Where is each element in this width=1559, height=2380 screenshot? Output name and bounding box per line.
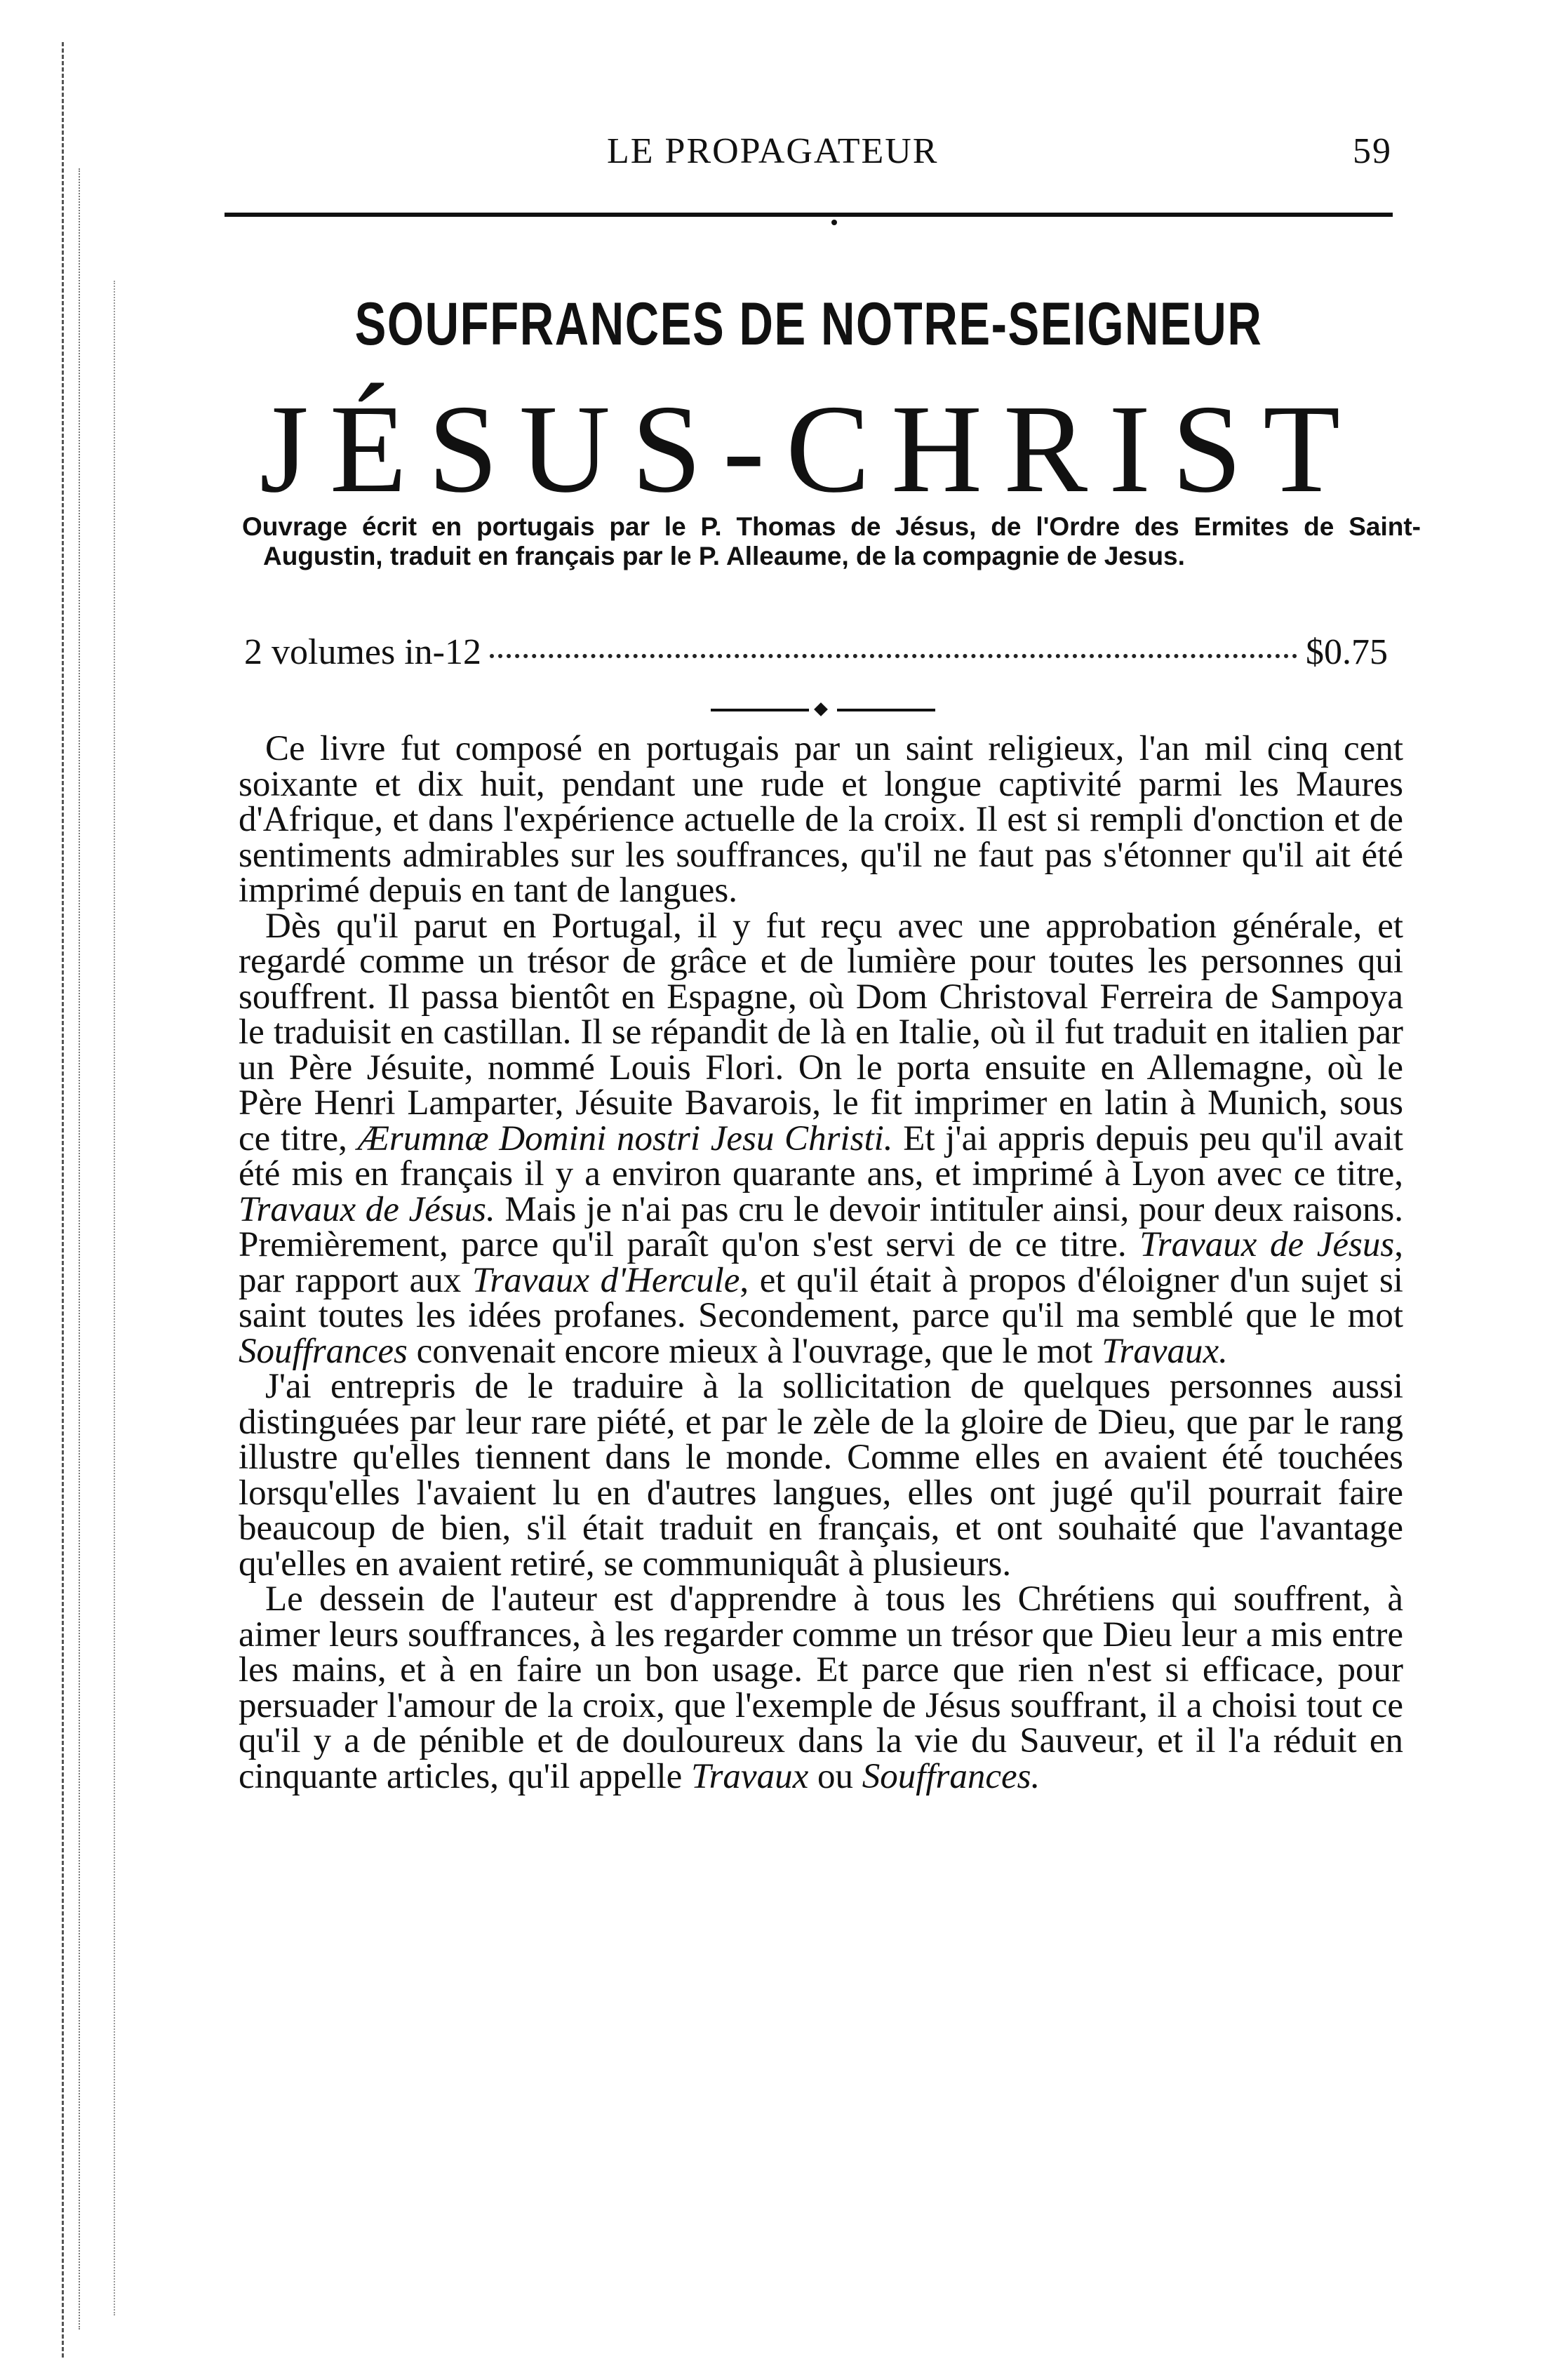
dot-leader xyxy=(490,654,1297,658)
italic-title-text: Travaux de Jésus xyxy=(1139,1225,1395,1264)
paragraph-text: ou xyxy=(808,1756,862,1796)
work-title-line-1: SOUFFRANCES DE NOTRE-SEIGNEUR xyxy=(354,290,1263,358)
edition-price: $0.75 xyxy=(1306,632,1388,672)
body-text xyxy=(239,731,1403,1794)
paragraph-text: , par rapport aux xyxy=(239,1225,1403,1300)
margin-scan-mark xyxy=(62,42,64,2358)
edition-format: 2 volumes in-12 xyxy=(244,632,481,672)
author-translator-credit: Ouvrage écrit en portugais par le P. Thomas de Jésus, de l'Ordre des Ermites de Saint-Augustin, traduit en français par le P. Alleaume, de la compagnie de Jesus. xyxy=(242,512,1421,570)
paragraph-text: convenait encore mieux à l'ouvrage, que le mot xyxy=(407,1331,1102,1371)
paragraph-text: Dès qu'il parut en Portugal, il y fut reçu avec une approbation générale, et regardé comme un trésor de grâce et de lumière pour toutes les personnes qui souffrent. Il passa bientôt en Espagne, où Dom Christoval Ferreira de Sampoya le traduisit en castillan. Il se répandit de là en Italie, où il fut traduit en italien par un Père Jésuite, nommé Louis Flori. On le porta ensuite en Allemagne, où le Père Henri Lamparter, Jésuite Bavarois, le fit imprimer en latin à Munich, sous ce titre, xyxy=(239,906,1403,1158)
paragraph-text: Mais je n'ai pas cru le devoir intituler ainsi, pour deux raisons. Premièrement, parce qu'il paraît qu'on s'est servi de ce titre. xyxy=(239,1189,1403,1264)
ornament-line xyxy=(837,709,935,711)
paragraph-text: , et qu'il était à propos d'éloigner d'un sujet si saint toutes les idées profanes. Secondement, parce qu'il ma semblé que le mot xyxy=(239,1260,1403,1335)
italic-title-text: Souffrances xyxy=(239,1331,408,1371)
ornament-diamond xyxy=(814,702,828,716)
italic-title-text: Travaux. xyxy=(1101,1331,1228,1371)
italic-title-text: Travaux xyxy=(691,1756,809,1796)
rule-dot xyxy=(831,220,837,225)
italic-title-text: Souffrances. xyxy=(862,1756,1041,1796)
body-paragraph xyxy=(239,731,1403,909)
ornament-line xyxy=(711,709,809,711)
italic-title-text: Ærumnæ Domini nostri Jesu Christi. xyxy=(357,1118,893,1158)
page-number: 59 xyxy=(1353,131,1392,171)
italic-title-text: Travaux d'Hercule xyxy=(471,1260,740,1300)
header-rule xyxy=(225,213,1393,217)
paragraph-text: J'ai entrepris de le traduire à la sollicitation de quelques personnes aussi distinguées par leur rare piété, et par le zèle de la gloire de Dieu, que par le rang illustre qu'elles tiennent dans le monde. Comme elles en avaient été touchées lorsqu'elles l'avaient lu en d'autres langues, elles ont jugé qu'il pourrait faire beaucoup de bien, s'il était traduit en français, et ont souhaité que l'avantage qu'elles en avaient retiré, se communiquât à plusieurs. xyxy=(239,1367,1403,1584)
section-ornament xyxy=(711,703,935,717)
margin-scan-mark xyxy=(114,281,115,2315)
paragraph-text: Ce livre fut composé en portugais par un saint religieux, l'an mil cinq cent soixante et dix huit, pendant une rude et longue captivité parmi les Maures d'Afrique, et dans l'expérience actuelle de la croix. Il est si rempli d'onction et de sentiments admirables sur les souffrances, qu'il ne faut pas s'étonner qu'il ait été imprimé depuis en tant de langues. xyxy=(239,729,1403,910)
work-title-line-2: JÉSUS-CHRIST xyxy=(259,379,1362,519)
margin-scan-mark xyxy=(79,168,80,2329)
paragraph-text: Le dessein de l'auteur est d'apprendre à tous les Chrétiens qui souffrent, à aimer leurs souffrances, à les regarder comme un trésor que Dieu leur a mis entre les mains, et à en faire un bon usage. Et parce que rien n'est si efficace, pour persuader l'amour de la croix, que l'exemple de Jésus souffrant, il a choisi tout ce qu'il y a de pénible et de douloureux dans la vie du Sauveur, et il l'a réduit en cinquante articles, qu'il appelle xyxy=(239,1579,1403,1796)
italic-title-text: Travaux de Jésus. xyxy=(239,1189,495,1229)
body-paragraph xyxy=(239,1369,1403,1582)
body-paragraph xyxy=(239,906,1403,1371)
edition-price-line xyxy=(244,630,1388,675)
paragraph-text: Et j'ai appris depuis peu qu'il avait été mis en français il y a environ quarante ans, et imprimé à Lyon avec ce titre, xyxy=(239,1118,1403,1194)
running-head-title: LE PROPAGATEUR xyxy=(607,131,939,171)
body-paragraph xyxy=(239,1579,1403,1796)
running-head xyxy=(225,131,1392,180)
